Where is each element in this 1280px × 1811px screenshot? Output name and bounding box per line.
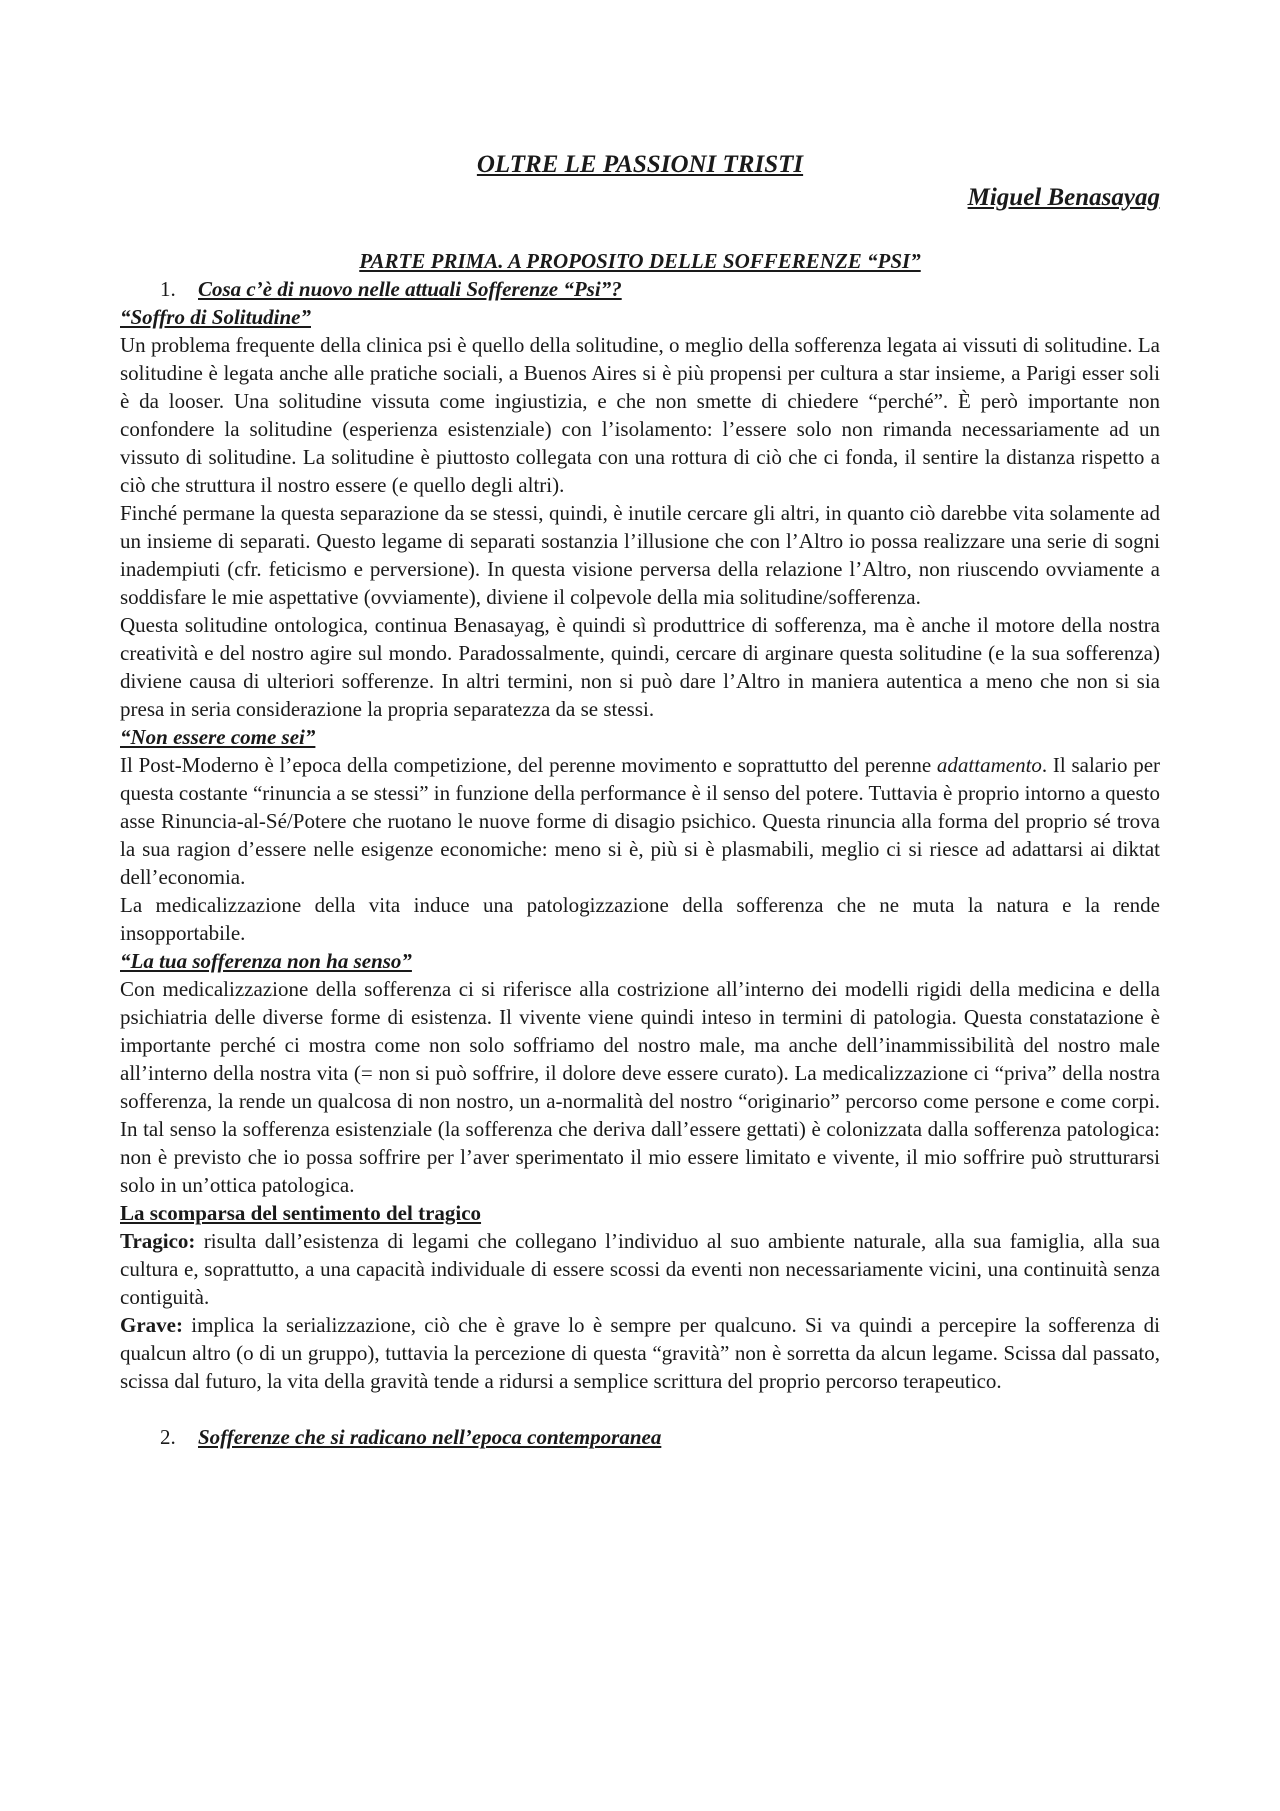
subheading-non-essere: “Non essere come sei” [120, 725, 316, 749]
emphasis-text: adattamento [936, 753, 1042, 777]
section-1-number: 1. [160, 277, 176, 301]
paragraph-text: risulta dall’esistenza di legami che collegano l’individuo al suo ambiente naturale, alla sua famiglia, alla sua cultura e, soprattutto, a una capacità individuale di essere scossi da eventi non necessariamente vicini, una continuità senza contiguità. [120, 1229, 1160, 1309]
paragraph-tragico [120, 1227, 1160, 1311]
paragraph-text: implica la serializzazione, ciò che è grave lo è sempre per qualcuno. Si va quindi a percepire la sofferenza di qualcun altro (o di un gruppo), tuttavia la percezione di questa “gravità” non è sorretta da alcun legame. Scissa dal passato, scissa dal futuro, la vita della gravità tende a ridursi a semplice scrittura del proprio percorso terapeutico. [120, 1313, 1160, 1393]
document-title: OLTRE LE PASSIONI TRISTI [476, 151, 804, 178]
paragraph [120, 751, 1160, 891]
part-title: PARTE PRIMA. A PROPOSITO DELLE SOFFERENZE “PSI” [359, 249, 921, 273]
document-page [120, 150, 1160, 1451]
section-1-heading [120, 275, 1160, 303]
paragraph: Con medicalizzazione della sofferenza ci si riferisce alla costrizione all’interno dei modelli rigidi della medicina e della psichiatria delle diverse forme di esistenza. Il vivente viene quindi inteso in termini di patologia. Questa constatazione è importante perché ci mostra come non solo soffriamo del nostro male, ma anche dell’inammissibilità del nostro male all’interno della nostra vita (= non si può soffrire, il dolore deve essere curato). La medicalizzazione ci “priva” della nostra sofferenza, la rende un qualcosa di non nostro, un a-normalità del nostro “originario” percorso come persone e come corpi. In tal senso la sofferenza esistenziale (la sofferenza che deriva dall’essere gettati) è colonizzata dalla sofferenza patologica: non è previsto che io possa soffrire per l’aver sperimentato il mio essere limitato e vivente, il mio soffrire può strutturarsi solo in un’ottica patologica. [120, 977, 1160, 1197]
term-grave: Grave: [120, 1313, 183, 1337]
section-2-heading [120, 1423, 1160, 1451]
document-author: Miguel Benasayag [967, 184, 1160, 211]
subheading-senso: “La tua sofferenza non ha senso” [120, 949, 412, 973]
paragraph: Finché permane la questa separazione da se stessi, quindi, è inutile cercare gli altri, in quanto ciò darebbe vita solamente ad un insieme di separati. Questo legame di separati sostanzia l’illusione che con l’Altro io possa realizzare una serie di sogni inadempiuti (cfr. feticismo e perversione). In questa visione perversa della relazione l’Altro, non riuscendo ovviamente a soddisfare le mie aspettative (ovviamente), diviene il colpevole della mia solitudine/sofferenza. [120, 501, 1160, 609]
paragraph: Questa solitudine ontologica, continua Benasayag, è quindi sì produttrice di sofferenza, ma è anche il motore della nostra creatività e del nostro agire sul mondo. Paradossalmente, quindi, cercare di arginare questa solitudine (e la sua sofferenza) diviene causa di ulteriori sofferenze. In altri termini, non si può dare l’Altro in maniera autentica a meno che non si sia presa in seria considerazione la propria separatezza da se stessi. [120, 613, 1160, 721]
paragraph-text: . Il salario per questa costante “rinuncia a se stessi” in funzione della performance è il senso del potere. Tuttavia è proprio intorno a questo asse Rinuncia-al-Sé/Potere che ruotano le nuove forme di disagio psichico. Questa rinuncia alla forma del proprio sé trova la sua ragion d’essere nelle esigenze economiche: meno si è, più si è plasmabili, meglio ci si riesce ad adattarsi ai diktat dell’economia. [120, 753, 1161, 889]
term-tragico: Tragico: [120, 1229, 196, 1253]
paragraph: La medicalizzazione della vita induce una patologizzazione della sofferenza che ne muta la natura e la rende insopportabile. [120, 893, 1160, 945]
paragraph-grave [120, 1311, 1160, 1395]
section-2-number: 2. [160, 1425, 176, 1449]
subheading-tragico: La scomparsa del sentimento del tragico [120, 1201, 482, 1225]
spacer [120, 1395, 1160, 1423]
section-1-title: Cosa c’è di nuovo nelle attuali Sofferenze “Psi”? [198, 277, 622, 301]
section-2-title: Sofferenze che si radicano nell’epoca contemporanea [198, 1425, 662, 1449]
subheading-solitudine: “Soffro di Solitudine” [120, 305, 311, 329]
paragraph-text: Il Post-Moderno è l’epoca della competizione, del perenne movimento e soprattutto del perenne [120, 753, 937, 777]
paragraph: Un problema frequente della clinica psi è quello della solitudine, o meglio della sofferenza legata ai vissuti di solitudine. La solitudine è legata anche alle pratiche sociali, a Buenos Aires si è più propensi per cultura a star insieme, a Parigi esser soli è da looser. Una solitudine vissuta come ingiustizia, e che non smette di chiedere “perché”. È però importante non confondere la solitudine (esperienza esistenziale) con l’isolamento: l’essere solo non rimanda necessariamente ad un vissuto di solitudine. La solitudine è piuttosto collegata con una rottura di ciò che ci fonda, il sentire la distanza rispetto a ciò che struttura il nostro essere (e quello degli altri). [120, 333, 1160, 497]
